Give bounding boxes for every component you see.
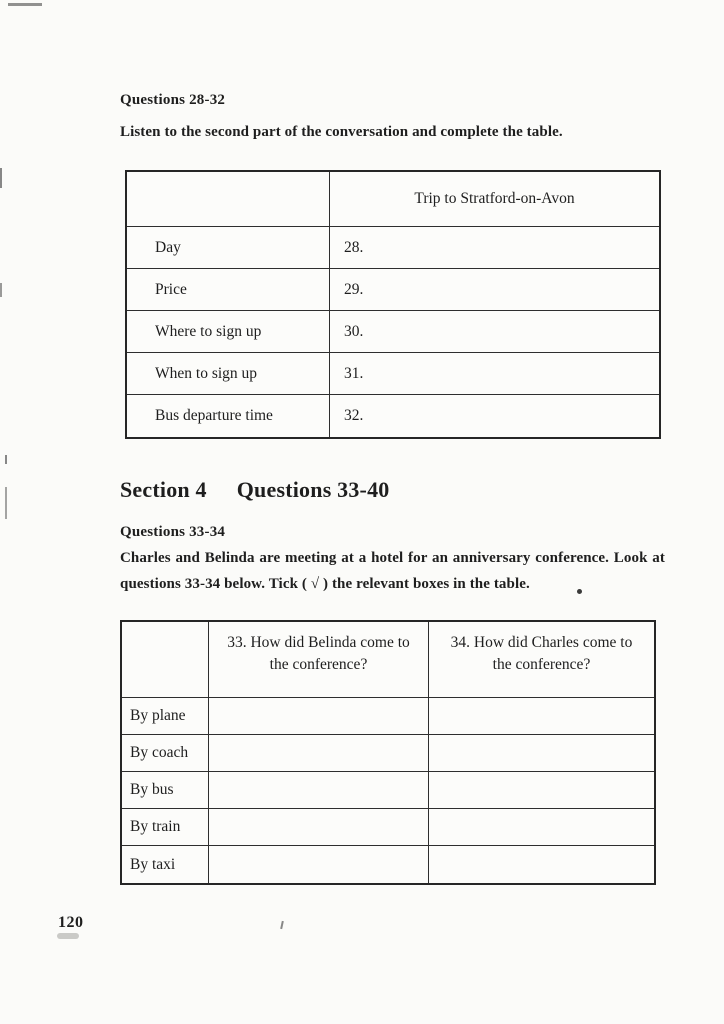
empty-header-cell <box>122 622 208 697</box>
charles-header-line1: 34. How did Charles come to <box>450 634 633 651</box>
tick-cell-belinda <box>208 772 428 808</box>
section-4-heading <box>120 477 390 503</box>
table-row <box>127 311 659 353</box>
question-number: 31. <box>329 353 659 394</box>
belinda-column-header <box>208 622 428 697</box>
row-label: By plane <box>130 707 186 724</box>
question-number: 32. <box>329 395 659 437</box>
tick-cell-charles <box>428 735 654 771</box>
scan-artifact-dot <box>577 589 582 594</box>
row-label: Bus departure time <box>155 407 273 424</box>
row-label: Price <box>155 280 187 298</box>
question-number: 29. <box>329 269 659 310</box>
row-label: Day <box>155 238 181 256</box>
belinda-header-line2: the conference? <box>269 656 368 674</box>
row-label: When to sign up <box>155 364 258 382</box>
row-label: By coach <box>130 744 189 761</box>
tick-cell-belinda <box>208 735 428 771</box>
scan-artifact-smudge <box>57 933 79 939</box>
empty-header-cell <box>127 172 329 226</box>
trip-table-column-header: Trip to Stratford-on-Avon <box>329 172 659 226</box>
row-label: By taxi <box>130 855 176 873</box>
section-4-title: Section 4 <box>120 477 207 502</box>
row-label: By bus <box>130 781 174 798</box>
tick-cell-belinda <box>208 809 428 845</box>
questions-28-32-heading: Questions 28-32 <box>120 92 226 108</box>
charles-header-line2: the conference? <box>492 656 591 674</box>
table-row <box>127 395 659 437</box>
tick-cell-charles <box>428 809 654 845</box>
page-number: 120 <box>58 914 84 931</box>
tick-cell-charles <box>428 846 654 883</box>
scan-artifact-left-2 <box>0 283 2 297</box>
scan-artifact-left-3 <box>5 455 7 464</box>
tick-cell-charles <box>428 698 654 734</box>
transport-table-header-row <box>122 622 654 698</box>
table-row <box>122 809 654 846</box>
section-4-questions-range: Questions 33-40 <box>236 477 390 502</box>
scan-artifact-left-1 <box>0 168 2 188</box>
tick-cell-belinda <box>208 846 428 883</box>
trip-table <box>125 170 661 439</box>
questions-33-34-subheading: Questions 33-34 <box>120 524 226 540</box>
table-row <box>127 269 659 311</box>
row-label: By train <box>130 818 181 835</box>
trip-table-header-row <box>127 172 659 227</box>
scan-artifact-mark <box>280 921 284 929</box>
table-row <box>122 698 654 735</box>
table-row <box>127 353 659 395</box>
transport-table <box>120 620 656 885</box>
belinda-header-line1: 33. How did Belinda come to <box>227 634 410 651</box>
charles-column-header <box>428 622 654 697</box>
table-row <box>127 227 659 269</box>
table-row <box>122 846 654 883</box>
question-number: 28. <box>329 227 659 268</box>
table-row <box>122 735 654 772</box>
questions-33-34-instruction-line2: questions 33-34 below. Tick ( √ ) the relevant boxes in the table. <box>120 576 530 592</box>
scan-artifact-left-4 <box>5 487 7 519</box>
table-row <box>122 772 654 809</box>
scan-artifact-top <box>8 3 42 6</box>
questions-33-34-instruction-line1: Charles and Belinda are meeting at a hotel for an anniversary conference. Look at <box>120 550 665 566</box>
row-label: Where to sign up <box>155 322 262 340</box>
tick-cell-belinda <box>208 698 428 734</box>
tick-cell-charles <box>428 772 654 808</box>
questions-28-32-instruction: Listen to the second part of the conversation and complete the table. <box>120 124 563 140</box>
question-number: 30. <box>329 311 659 352</box>
